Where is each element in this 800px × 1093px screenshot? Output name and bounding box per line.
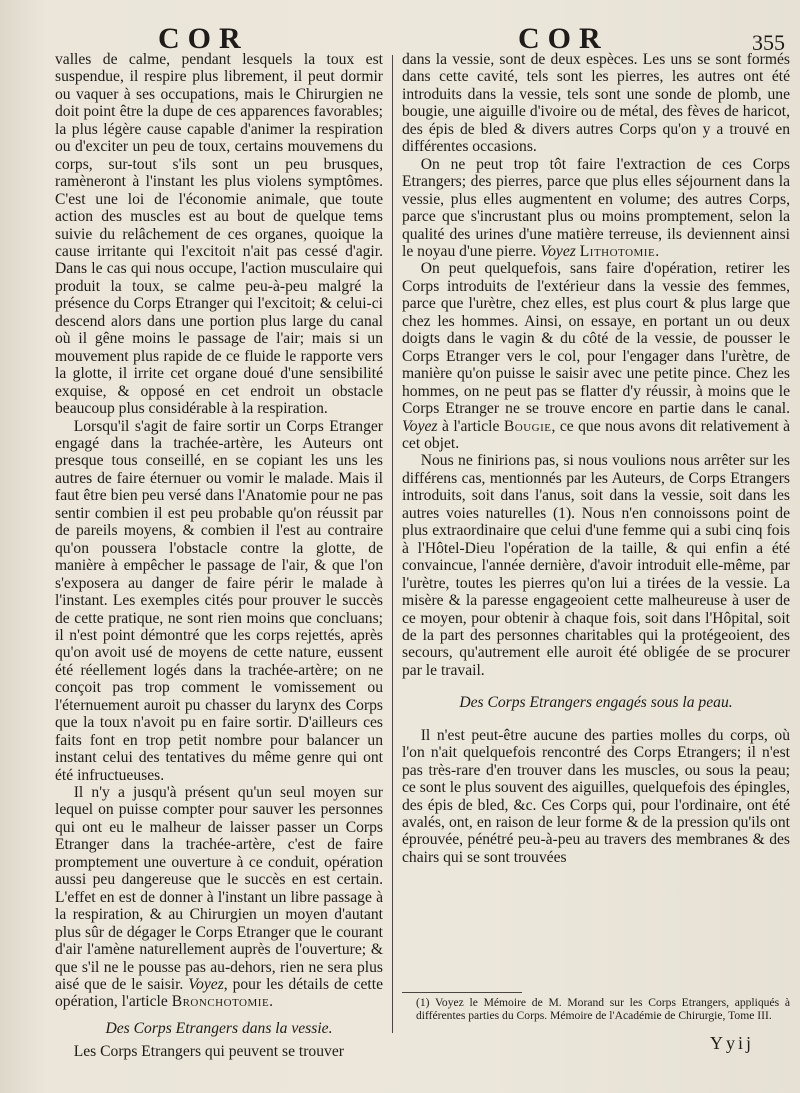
section-heading: Des Corps Etrangers engagés sous la peau.	[459, 694, 733, 712]
cross-reference-voyez: Voyez	[188, 976, 224, 994]
paragraph: Il n'y a jusqu'à présent qu'un seul moyen sur lequel on puisse compter pour sauver les personnes qui ont eu le malheur de laisser passer un Corps Etranger dans la trachée-artère, c'est de faire promptement une ouverture à ce conduit, opération aussi peu dangereuse que le succès en est certain. L'effet en est de donner à l'instant un libre passage à la respiration, & au Chirurgien un moyen d'autant plus sûr de dégager le Corps Etranger que le courant d'air l'amène naturellement auprès de l'ouverture; & que s'il ne le pousse pas au-dehors, rien ne sera plus aisé que de le saisir. Voyez, pour les détails de cette opération, l'article Bronchotomie.	[55, 784, 383, 1011]
paragraph-text: Il n'y a jusqu'à présent qu'un seul moyen sur lequel on puisse compter pour sauver les personnes qui ont eu le malheur de laisser passer un Corps Etranger dans la trachée-artère, c'est de faire promptement une ouverture à ce conduit, opération aussi peu dangereuse que le succès en est certain. L'effet en est de donner à l'instant un libre passage à la respiration, & au Chirurgien un moyen d'autant plus sûr de dégager le Corps Etranger que le courant d'air l'amène naturellement auprès de l'ouverture; & que s'il ne le pousse pas au-dehors, rien ne sera plus aisé que de le saisir.	[55, 784, 383, 994]
signature-mark: Yyij	[710, 1033, 755, 1053]
section-heading: Des Corps Etrangers dans la vessie.	[105, 1019, 333, 1037]
footnote: (1) Voyez le Mémoire de M. Morand sur les Corps Etrangers, appliqués à différentes parties du Corps. Mémoire de l'Académie de Chirurgie, Tome III.	[416, 996, 790, 1023]
paragraph	[402, 260, 790, 452]
paragraph: Les Corps Etrangers qui peuvent se trouver	[73, 1043, 344, 1061]
right-column	[402, 51, 790, 866]
paragraph: dans la vessie, sont de deux espèces. Les uns se sont formés dans cette cavité, tels sont les pierres, les autres ont été introduits dans la vessie, tels sont une sonde de plomb, une bougie, une aiguille d'ivoire ou de métal, des fèves de haricot, des épis de bled & divers autres Corps qu'on y a trouvé en différentes occasions.	[402, 51, 790, 156]
paragraph: On ne peut trop tôt faire l'extraction de ces Corps Etrangers; des pierres, parce que plus elles séjournent dans la vessie, plus elles augmentent en volume; des autres Corps, parce que s'incrustant plus ou moins promptement, selon la qualité des urines d'une matière terreuse, ils deviennent ainsi le noyau d'une pierre. Voyez Lithotomie.	[402, 155, 790, 260]
paragraph: valles de calme, pendant lesquels la toux est suspendue, il respire plus librement, il peut dormir ou vaquer à ses occupations, mais le Chirurgien ne doit point être la dupe de ces apparences favorables; la plus légère cause capable d'animer la respiration ou d'exciter un peu de toux, certains mouvemens du corps, sur-tout s'ils sont un peu brusques, ramèneront à l'instant les plus violens symptômes. C'est une loi de l'économie animale, que toute action des muscles est au bout de quelque tems suivie du relâchement de ces organes, quoique la cause irritante qui l'excitoit n'ait pas cessé d'agir. Dans le cas qui nous occupe, l'action musculaire qui produit la toux, se calme peu-à-peu malgré la présence du Corps Etranger qui l'excitoit; & celui-ci descend alors dans une portion plus large du canal où il gêne moins le passage de l'air; mais si un mouvement plus rapide de ce fluide le rapporte vers la glotte, il irrite cet organe doué d'une sensibilité exquise, & opposé en cet endroit un obstacle beaucoup plus considérable à la respiration.	[55, 51, 383, 418]
paragraph-text: On ne peut trop tôt faire l'extraction de ces Corps Etrangers; des pierres, parce que plus elles séjournent dans la vessie, plus elles augmentent en volume; des autres Corps, parce que s'incrustant plus ou moins promptement, selon la qualité des urines d'une matière terreuse, ils deviennent ainsi le noyau d'une pierre.	[402, 155, 790, 260]
paragraph-text: , ce que nous avons dit relativement à cet objet.	[402, 417, 791, 452]
paragraph-text: , pour les détails de cette opération, l'article	[55, 976, 383, 1011]
cross-reference-article: Lithotomie	[579, 242, 656, 260]
cross-reference-voyez: Voyez	[402, 417, 438, 435]
running-head-left: COR	[158, 22, 249, 55]
paragraph: Lorsqu'il s'agit de faire sortir un Corps Etranger engagé dans la trachée-artère, les Auteurs ont presque tous conseillé, en se copiant les uns les autres de faire éternuer ou vomir le malade. Mais il faut être bien peu versé dans l'Anatomie pour ne pas sentir combien il est peu probable qu'on réussit par de pareils moyens, & combien il l'est au contraire qu'on poussera l'obstacle contre la glotte, de manière à empêcher le passage de l'air, & que l'on s'exposera au danger de faire périr le malade à l'instant. Les exemples cités pour prouver le succès de cette pratique, ne sont rien moins que concluans; il n'est point démontré que les corps rejettés, après qu'on avoit usé de moyens de cette nature, eussent été réellement logés dans la trachée-artère; on ne conçoit pas trop comment le vomissement ou l'éternuement auroit pu chasser du larynx des Corps que la toux n'avoit pu en faire sortir. D'ailleurs ces faits font en trop petit nombre pour balancer un instant celui des tentatives du même genre qui ont été infructueuses.	[55, 417, 383, 784]
cross-reference-voyez: Voyez	[540, 242, 576, 260]
running-head-right: COR	[518, 22, 609, 55]
paragraph-text: à l'article	[441, 417, 500, 435]
paragraph: Il n'est peut-être aucune des parties molles du corps, où l'on n'ait quelquefois rencontré des Corps Etrangers; il n'est pas très-rare d'en trouver dans les muscles, ou sous la peau; ce sont le plus souvent des aiguilles, quelquefois des épingles, des épis de bled, &c. Ces Corps qui, pour l'ordinaire, ont été avalés, ont, en raison de leur forme & de la pression qu'ils ont éprouvée, pénétré peu-à-peu au travers des membranes & des chairs qui se sont trouvées	[402, 726, 790, 866]
footnote-rule	[402, 992, 522, 993]
footnote-marker: (1)	[552, 504, 572, 522]
cross-reference-article: Bougie	[503, 417, 552, 435]
left-column	[55, 51, 383, 1061]
paragraph	[402, 452, 790, 679]
page-number: 355	[752, 30, 785, 55]
cross-reference-article: Bronchotomie	[171, 993, 270, 1011]
column-divider	[392, 55, 393, 1033]
paragraph-text: . Nous n'en connoissons point de plus extraordinaire que celui d'une femme qui a subi cinq fois à l'Hôtel-Dieu l'opération de la taille, & qui enfin a été convaincue, l'année dernière, d'avoir introduit elle-même, par l'urètre, toutes les pierres qu'on lui a tirées de la vessie. La misère & la paresse engageoient cette malheureuse à user de ce moyen, pour obtenir à chaque fois, soit dans l'Hôpital, soit de la part des personnes charitables qui la protégeoient, des secours, qu'autrement elle auroit été obligée de se procurer par le travail.	[402, 504, 790, 679]
paragraph-text: On peut quelquefois, sans faire d'opération, retirer les Corps introduits de l'extérieur dans la vessie des femmes, parce que l'urètre, chez elles, est plus court & plus large que chez les hommes. Ainsi, on essaye, en portant un ou deux doigts dans le vagin & du côté de la vessie, de pousser le Corps Etranger vers le col, pour l'engager dans l'urètre, de manière qu'on puisse le saisir avec une petite pince. Chez les hommes, on ne peut pas se flatter d'y réussir, à moins que le Corps Etranger ne se trouve encore en partie dans le canal.	[402, 260, 790, 418]
paragraph-text: Nous ne finirions pas, si nous voulions nous arrêter sur les différens cas, mentionnés par les Auteurs, de Corps Etrangers introduits, soit dans l'anus, soit dans la vessie, soit dans les autres voies naturelles	[402, 452, 790, 522]
